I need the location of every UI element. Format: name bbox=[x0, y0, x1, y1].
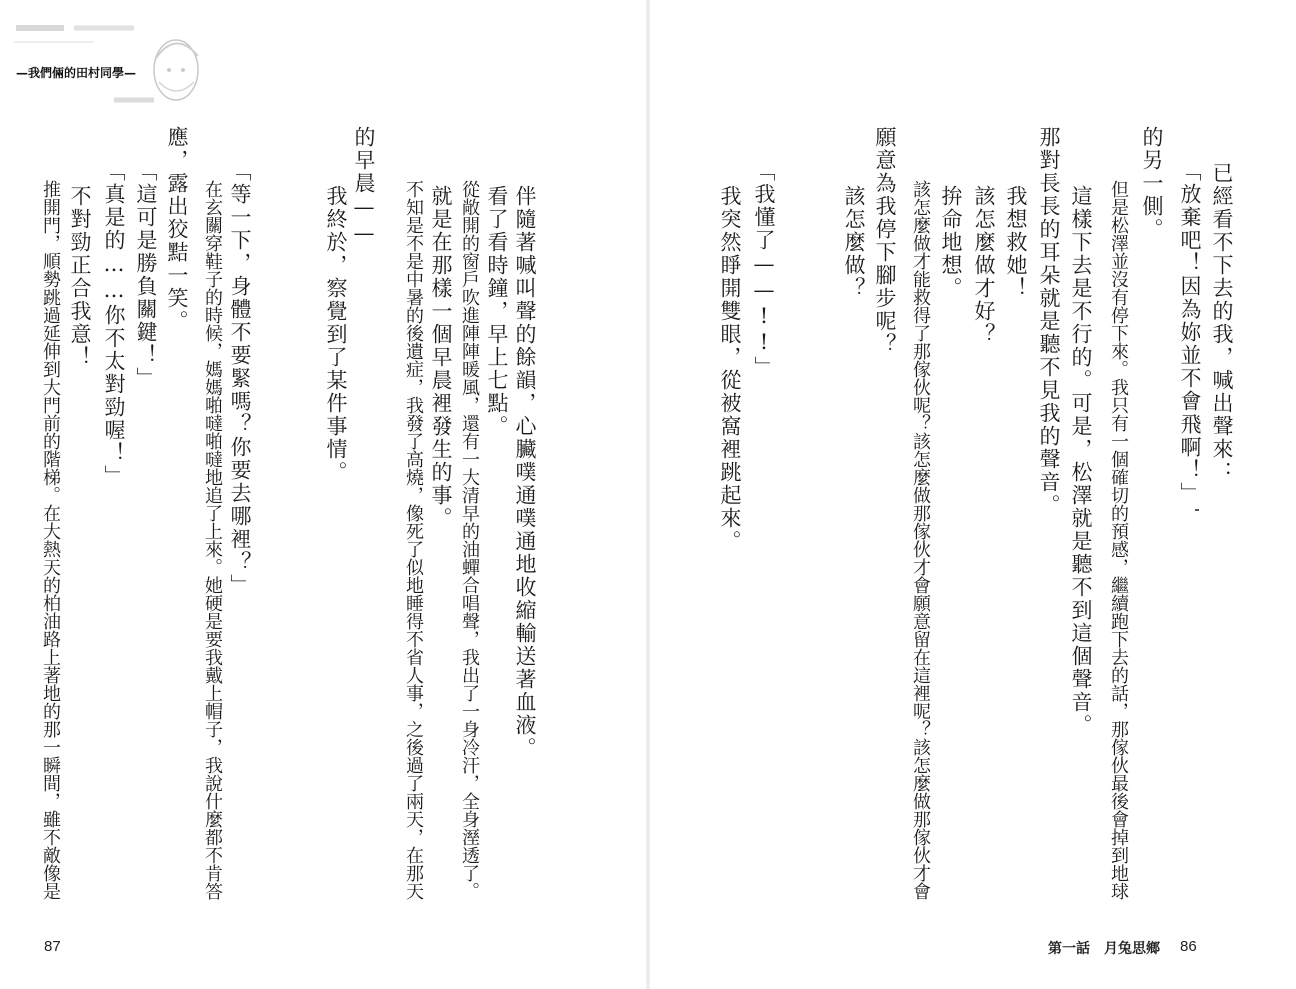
text-column: 看了看時鐘，早上七點。 bbox=[485, 162, 509, 438]
text-column: 從敞開的窗戶吹進陣陣暖風，還有一大清早的油蟬合唱聲，我出了一身冷汗，全身溼透了。 bbox=[459, 162, 480, 900]
text-column: 「真是的……你不太對勁喔！」 bbox=[102, 160, 126, 488]
text-column: 「放棄吧！因為妳並不會飛啊！」 bbox=[1178, 160, 1202, 505]
page-number: 87 bbox=[44, 938, 61, 955]
page-number: 86 bbox=[1180, 938, 1197, 955]
right-page bbox=[648, 0, 1296, 989]
text-column: 但是松澤並沒有停下來。我只有一個確切的預感，繼續跑下去的話，那傢伙最後會掉到地球 bbox=[1108, 162, 1129, 900]
print-speck bbox=[1195, 509, 1199, 511]
text-column: 「等一下，身體不要緊嗎？你要去哪裡？」 bbox=[228, 160, 252, 597]
text-column: 已經看不下去的我，喊出聲來： bbox=[1210, 162, 1234, 484]
text-column: 該怎麼做？ bbox=[842, 162, 866, 300]
text-column: 拚命地想。 bbox=[939, 162, 963, 300]
text-column: 應，露出狡黠一笑。 bbox=[165, 126, 189, 333]
text-column: 我突然睜開雙眼，從被窩裡跳起來。 bbox=[718, 162, 742, 553]
text-column: 推開門，順勢跳過延伸到大門前的階梯。在大熱天的柏油路上著地的那一瞬間，雖不敵像是 bbox=[40, 162, 61, 900]
text-column: 該怎麼做才好？ bbox=[972, 162, 996, 346]
series-logo-title: —我們倆的田村同學— bbox=[4, 64, 148, 81]
text-column: 這樣下去是不行的。可是，松澤就是聽不到這個聲音。 bbox=[1069, 162, 1093, 737]
text-column: 在玄關穿鞋子的時候，媽媽啪噠啪噠地追了上來。她硬是要我戴上帽子，我說什麼都不肯答 bbox=[202, 162, 223, 900]
text-column: 伴隨著喊叫聲的餘韻，心臟噗通噗通地收縮輸送著血液。 bbox=[513, 162, 537, 760]
text-column: 不對勁正合我意！ bbox=[68, 162, 92, 369]
text-column: 該怎麼做才能救得了那傢伙呢？該怎麼做那傢伙才會願意留在這裡呢？該怎麼做那傢伙才會 bbox=[910, 162, 931, 900]
text-column: 願意為我停下腳步呢？ bbox=[873, 126, 897, 356]
text-column: 就是在那樣一個早晨裡發生的事。 bbox=[429, 162, 453, 530]
text-column: 我終於，察覺到了某件事情。 bbox=[324, 162, 348, 484]
text-column: 那對長長的耳朵就是聽不見我的聲音。 bbox=[1037, 126, 1061, 517]
text-column: 「這可是勝負關鍵！」 bbox=[134, 160, 158, 390]
running-head: 第一話 月兔思鄉 bbox=[1048, 940, 1160, 956]
text-column: 「我懂了——!!」 bbox=[752, 160, 776, 379]
text-column: 的早晨—— bbox=[352, 126, 376, 247]
text-column: 我想救她！ bbox=[1004, 162, 1028, 300]
text-column: 不知是不是中暑的後遺症，我發了高燒，像死了似地睡得不省人事，之後過了兩天，在那天 bbox=[403, 162, 424, 900]
text-column: 的另一側。 bbox=[1140, 126, 1164, 241]
